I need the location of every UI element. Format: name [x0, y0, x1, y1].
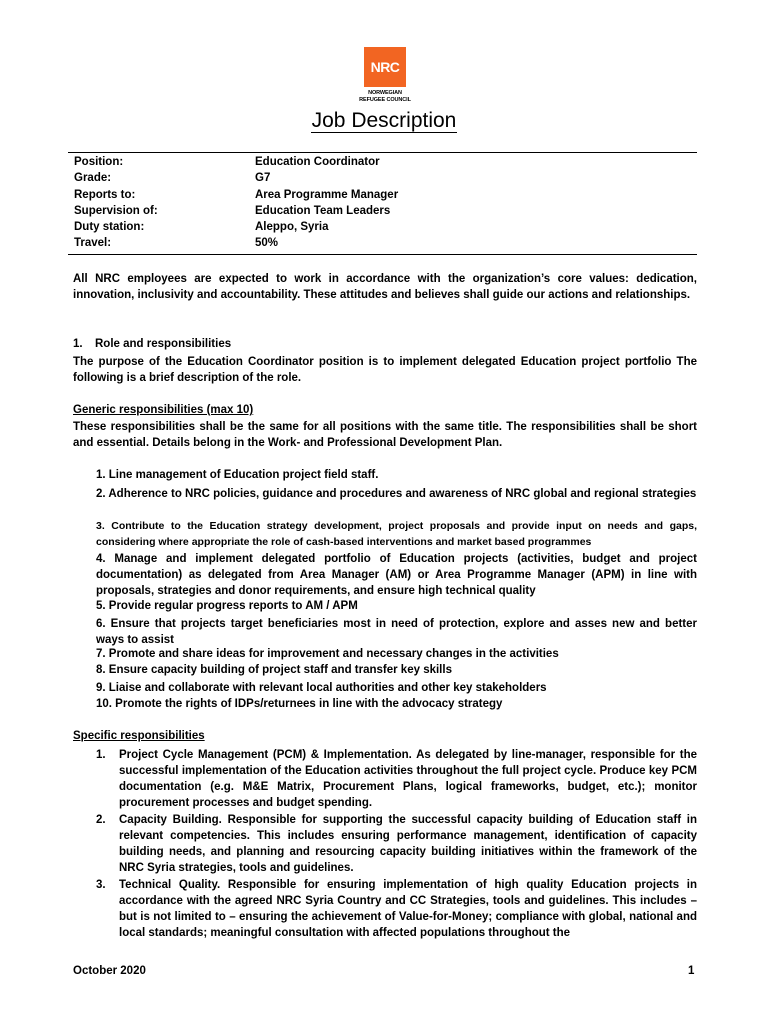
generic-item: 9. Liaise and collaborate with relevant local authorities and other key stakeholders [96, 682, 547, 694]
generic-responsibilities-intro: These responsibilities shall be the same for all positions with the same title. The responsibilities shall be short and essential. Details belong in the Work- and Professional Development Plan. [73, 421, 697, 449]
position-info-table [68, 152, 697, 255]
info-row-grade: Grade: G7 [74, 172, 271, 185]
specific-responsibilities-heading: Specific responsibilities [73, 730, 205, 742]
nrc-logo-mark: NRC [364, 47, 406, 87]
generic-item: 4. Manage and implement delegated portfolio of Education projects (activities, budget and project documentation) as delegated from Area Manager (AM) or Area Programme Manager (APM) in line with proposals, strategies and donor requirements, and ensure high technical quality [96, 553, 697, 597]
footer-date: October 2020 [73, 965, 146, 977]
generic-item: 5. Provide regular progress reports to AM / APM [96, 600, 358, 612]
info-row-travel: Travel: 50% [74, 237, 279, 250]
info-row-position: Position: Education Coordinator [74, 156, 380, 168]
purpose-paragraph: The purpose of the Education Coordinator position is to implement delegated Education project portfolio The following is a brief description of the role. [73, 356, 697, 384]
generic-item: 2. Adherence to NRC policies, guidance and procedures and awareness of NRC global and regional strategies [96, 488, 697, 500]
generic-item: 3. Contribute to the Education strategy development, project proposals and provide input on needs and gaps, considering where appropriate the role of cash-based interventions and market based programmes [96, 520, 697, 548]
specific-item: 1. Project Cycle Management (PCM) & Implementation. As delegated by line-manager, responsible for the successful implementation of the Education activities throughout the full project cycle. Produce key PCM documentation (e.g. M&E Matrix, Procurement Plans, logical frameworks, budget, etc.); monitor procurement processes and budget spending. [96, 749, 697, 809]
generic-item: 6. Ensure that projects target beneficiaries most in need of protection, explore and asses new and better ways to assist [96, 618, 697, 646]
generic-responsibilities-heading: Generic responsibilities (max 10) [73, 404, 254, 416]
specific-item: 3. Technical Quality. Responsible for ensuring implementation of high quality Education projects in accordance with the agreed NRC Syria Country and CC Strategies, tools and guidelines. This includes – but is not limited to – ensuring the achievement of Value-for-Money; compliance with global, national and local standards; meaningful consultation with affected populations throughout the [96, 879, 697, 939]
generic-item: 1. Line management of Education project field staff. [96, 469, 379, 481]
generic-item: 7. Promote and share ideas for improvement and necessary changes in the activities [96, 648, 559, 660]
nrc-logo-text: NORWEGIAN REFUGEE COUNCIL [359, 90, 411, 103]
page-number: 1 [688, 965, 695, 977]
info-row-reports-to: Reports to: Area Programme Manager [74, 188, 399, 201]
nrc-logo [349, 47, 421, 103]
document-title: Job Description [311, 109, 457, 132]
generic-item: 10. Promote the rights of IDPs/returnees in line with the advocacy strategy [96, 698, 503, 710]
info-row-supervision: Supervision of: Education Team Leaders [74, 204, 391, 217]
section-heading-role: 1. Role and responsibilities [73, 338, 232, 350]
generic-item: 8. Ensure capacity building of project staff and transfer key skills [96, 664, 452, 676]
info-row-duty-station: Duty station: Aleppo, Syria [74, 221, 329, 234]
core-values-paragraph: All NRC employees are expected to work in accordance with the organization’s core values: dedication, innovation, inclusivity and accountability. These attitudes and believes shall guide our actions and relationships. [73, 273, 697, 301]
specific-item: 2. Capacity Building. Responsible for supporting the successful capacity building of Education staff in relevant competencies. This includes ensuring performance management, identification of capacity building needs, and planning and resourcing capacity building initiatives within the framework of the NRC Syria strategies, tools and guidelines. [96, 814, 697, 874]
